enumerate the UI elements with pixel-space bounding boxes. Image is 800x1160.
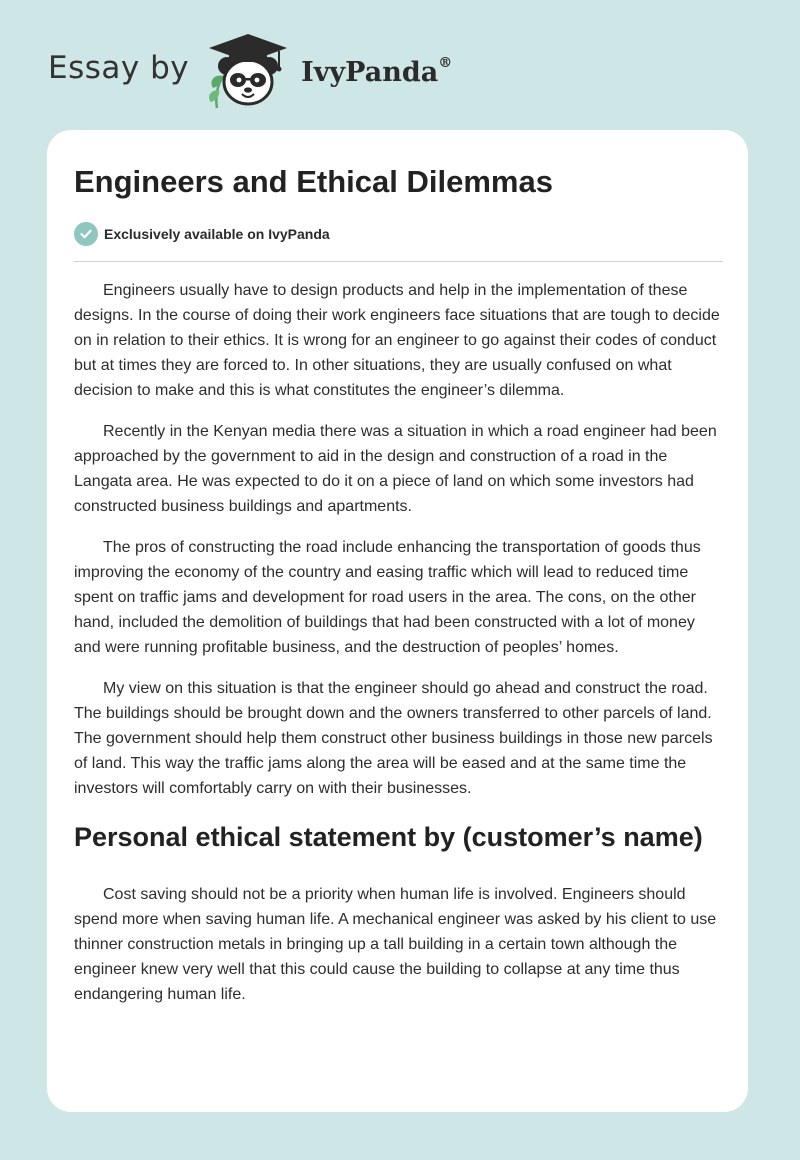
- brand-label: IvyPanda: [301, 56, 439, 88]
- paragraph: The pros of constructing the road include enhancing the transportation of goods thus improving the economy of the country and easing traffic which will lead to reduced time spent on traffic jams and development for road users in the area. The cons, on the other hand, included the demolition of buildings that had been constructed with a lot of money and were running profitable business, and the destruction of peoples’ homes.: [74, 539, 701, 656]
- registered-mark: ®: [438, 54, 453, 71]
- check-icon: [74, 222, 98, 246]
- page-title: Engineers and Ethical Dilemmas: [74, 164, 553, 199]
- divider: [74, 261, 723, 262]
- essay-body: [74, 278, 724, 1023]
- paragraph: Cost saving should not be a priority when human life is involved. Engineers should spend more when saving human life. A mechanical engineer was asked by his client to use thinner construction metals in bringing up a tall building in a certain town although the engineer knew very well that this could cause the building to collapse at any time thus endangering human life.: [74, 886, 717, 1003]
- essay-card: [47, 130, 748, 1112]
- essay-by-label: Essay by: [48, 50, 190, 86]
- brand-name[interactable]: [301, 54, 453, 88]
- exclusive-label: Exclusively available on IvyPanda: [104, 226, 330, 242]
- paragraph: Engineers usually have to design products and help in the implementation of these designs. In the course of doing their work engineers face situations that are tough to decide on in relation to their ethics. It is wrong for an engineer to go against their codes of conduct but at times they are forced to. In other situations, they are usually confused on what decision to make and this is what constitutes the engineer’s dilemma.: [74, 282, 720, 399]
- panda-graduate-icon: [203, 30, 295, 110]
- paragraph: Recently in the Kenyan media there was a situation in which a road engineer had been approached by the government to aid in the design and construction of a road in the Langata area. He was expected to do it on a piece of land on which some investors had constructed business buildings and apartments.: [74, 423, 717, 515]
- section-heading: Personal ethical statement by (customer’s name): [74, 822, 703, 852]
- exclusive-badge: [74, 222, 330, 246]
- site-header: [48, 30, 452, 110]
- paragraph: My view on this situation is that the engineer should go ahead and construct the road. The buildings should be brought down and the owners transferred to other parcels of land. The government should help them construct other business buildings in those new parcels of land. This way the traffic jams along the area will be eased and at the same time the investors will comfortably carry on with their businesses.: [74, 680, 713, 797]
